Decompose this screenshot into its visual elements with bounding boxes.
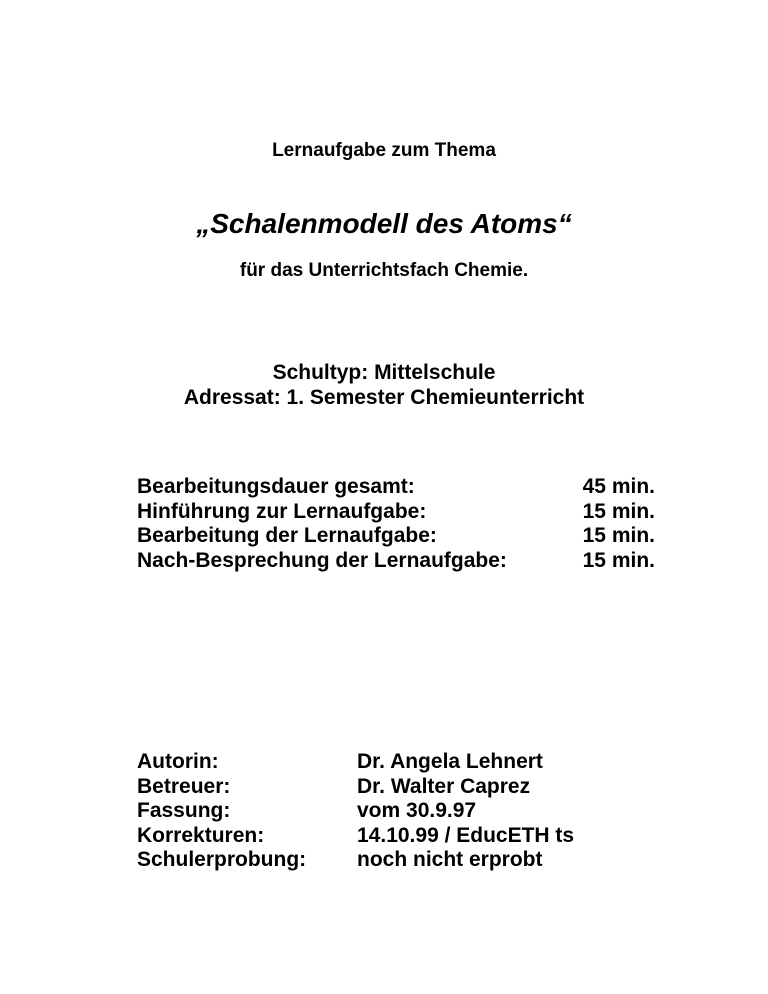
subject-line: für das Unterrichtsfach Chemie. [239,260,529,281]
timing-row-intro [137,500,655,525]
credit-label: Fassung: [137,799,231,822]
credit-label: Betreuer: [137,774,231,798]
credit-value: Dr. Walter Caprez [357,774,531,798]
credits-table [137,750,574,873]
timing-label: Hinführung zur Lernaufgabe: [137,499,427,523]
timing-row-total [137,475,655,500]
school-type: Schultyp: Mittelschule [272,361,496,384]
credit-row-corrections [137,824,574,849]
credit-value: noch nicht erprobt [357,848,543,871]
credit-row-version [137,799,574,824]
timing-value: 15 min. [582,548,655,572]
credit-label: Korrekturen: [137,823,265,847]
credit-value: vom 30.9.97 [357,799,477,822]
timing-label: Nach-Besprechung der Lernaufgabe: [137,548,507,572]
timing-label: Bearbeitung der Lernaufgabe: [137,524,437,547]
credit-row-supervisor [137,775,574,800]
timing-row-work [137,524,655,549]
credit-row-trial [137,848,574,873]
timing-table [137,475,655,573]
timing-value: 15 min. [582,524,655,547]
credit-row-author [137,750,574,775]
timing-value: 15 min. [582,499,655,523]
timing-row-discussion [137,549,655,574]
document-subtitle: Lernaufgabe zum Thema [272,140,496,161]
document-title: „Schalenmodell des Atoms“ [196,208,572,239]
audience: Adressat: 1. Semester Chemieunterricht [183,386,585,409]
credit-value: Dr. Angela Lehnert [357,750,543,773]
school-info [0,360,768,410]
credit-label: Autorin: [137,750,219,773]
credit-label: Schulerprobung: [137,848,307,871]
timing-value: 45 min. [582,475,655,498]
credit-value: 14.10.99 / EducETH ts [357,823,575,847]
timing-label: Bearbeitungsdauer gesamt: [137,475,415,498]
